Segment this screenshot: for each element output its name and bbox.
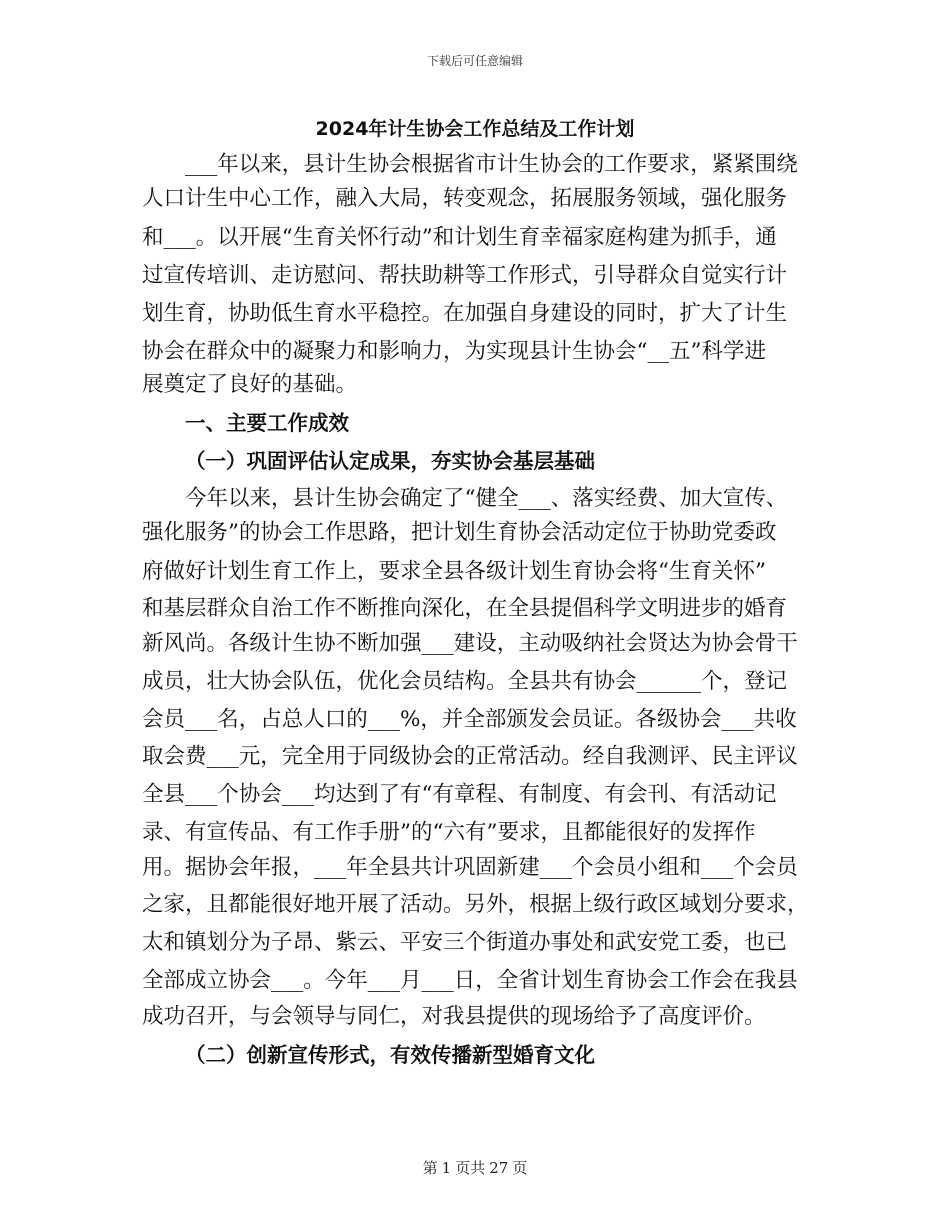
body-line: 取会费___元，完全用于同级协会的正常活动。经自我测评、民主评议: [142, 744, 798, 769]
body-line: 全部成立协会___。今年___月___日，全省计划生育协会工作会在我县: [142, 968, 798, 993]
body-line: 府做好计划生育工作上，要求全县各级计划生育协会将“生育关怀”: [142, 559, 766, 584]
header-note: 下载后可任意编辑: [426, 54, 523, 68]
body-line: 太和镇划分为子昂、紫云、平安三个街道办事处和武安党工委，也已: [142, 930, 788, 955]
footer-prefix: 第: [422, 1159, 438, 1177]
body-line: 全县___个协会___均达到了有“有章程、有制度、有会刊、有活动记: [142, 782, 777, 807]
body-line: 人口计生中心工作，融入大局，转变观念，拓展服务领域，强化服务: [142, 186, 788, 211]
total-pages-number: 27: [489, 1159, 509, 1177]
body-line: 过宣传培训、走访慰问、帮扶助耕等工作形式，引导群众自觉实行计: [142, 263, 788, 288]
body-line: 新风尚。各级计生协不断加强___建设，主动吸纳社会贤达为协会骨干: [142, 631, 798, 656]
body-line: 会员___名，占总人口的___%，并全部颁发会员证。各级协会___共收: [142, 707, 797, 732]
document-title: 2024年计生协会工作总结及工作计划: [315, 118, 635, 140]
subsection-heading: （二）创新宣传形式，有效传播新型婚育文化: [185, 1043, 595, 1067]
body-line: ___年以来，县计生协会根据省市计生协会的工作要求，紧紧围绕: [185, 152, 798, 177]
body-line: 协会在群众中的凝聚力和影响力，为实现县计生协会“__五”科学进: [142, 339, 766, 364]
footer-mid: 页共: [455, 1159, 486, 1177]
body-line: 今年以来，县计生协会确定了“健全___、落实经费、加大宣传、: [185, 486, 788, 511]
body-line: 和基层群众自治工作不断推向深化，在全县提倡科学文明进步的婚育: [142, 596, 788, 621]
subsection-heading: （一）巩固评估认定成果，夯实协会基层基础: [185, 449, 595, 473]
section-heading: 一、主要工作成效: [185, 411, 349, 435]
body-line: 录、有宣传品、有工作手册”的“六有”要求，且都能很好的发挥作: [142, 820, 756, 845]
body-line: 划生育，协助低生育水平稳控。在加强自身建设的同时，扩大了计生: [142, 301, 788, 326]
body-line: 之家，且都能很好地开展了活动。另外，根据上级行政区域划分要求，: [142, 892, 809, 917]
current-page-number: 1: [441, 1159, 452, 1177]
body-line: 用。据协会年报，___年全县共计巩固新建___个会员小组和___个会员: [142, 855, 798, 880]
body-line: 成员，壮大协会队伍，优化会员结构。全县共有协会______个，登记: [142, 669, 788, 694]
body-line: 强化服务”的协会工作思路，把计划生育协会活动定位于协助党委政: [142, 520, 777, 545]
footer-suffix: 页: [512, 1159, 528, 1177]
body-line: 展奠定了良好的基础。: [142, 372, 358, 397]
body-line: 成功召开，与会领导与同仁，对我县提供的现场给予了高度评价。: [142, 1004, 766, 1029]
page-footer: [0, 1158, 950, 1178]
body-line: 和___。以开展“生育关怀行动”和计划生育幸福家庭构建为抓手，通: [142, 225, 777, 250]
